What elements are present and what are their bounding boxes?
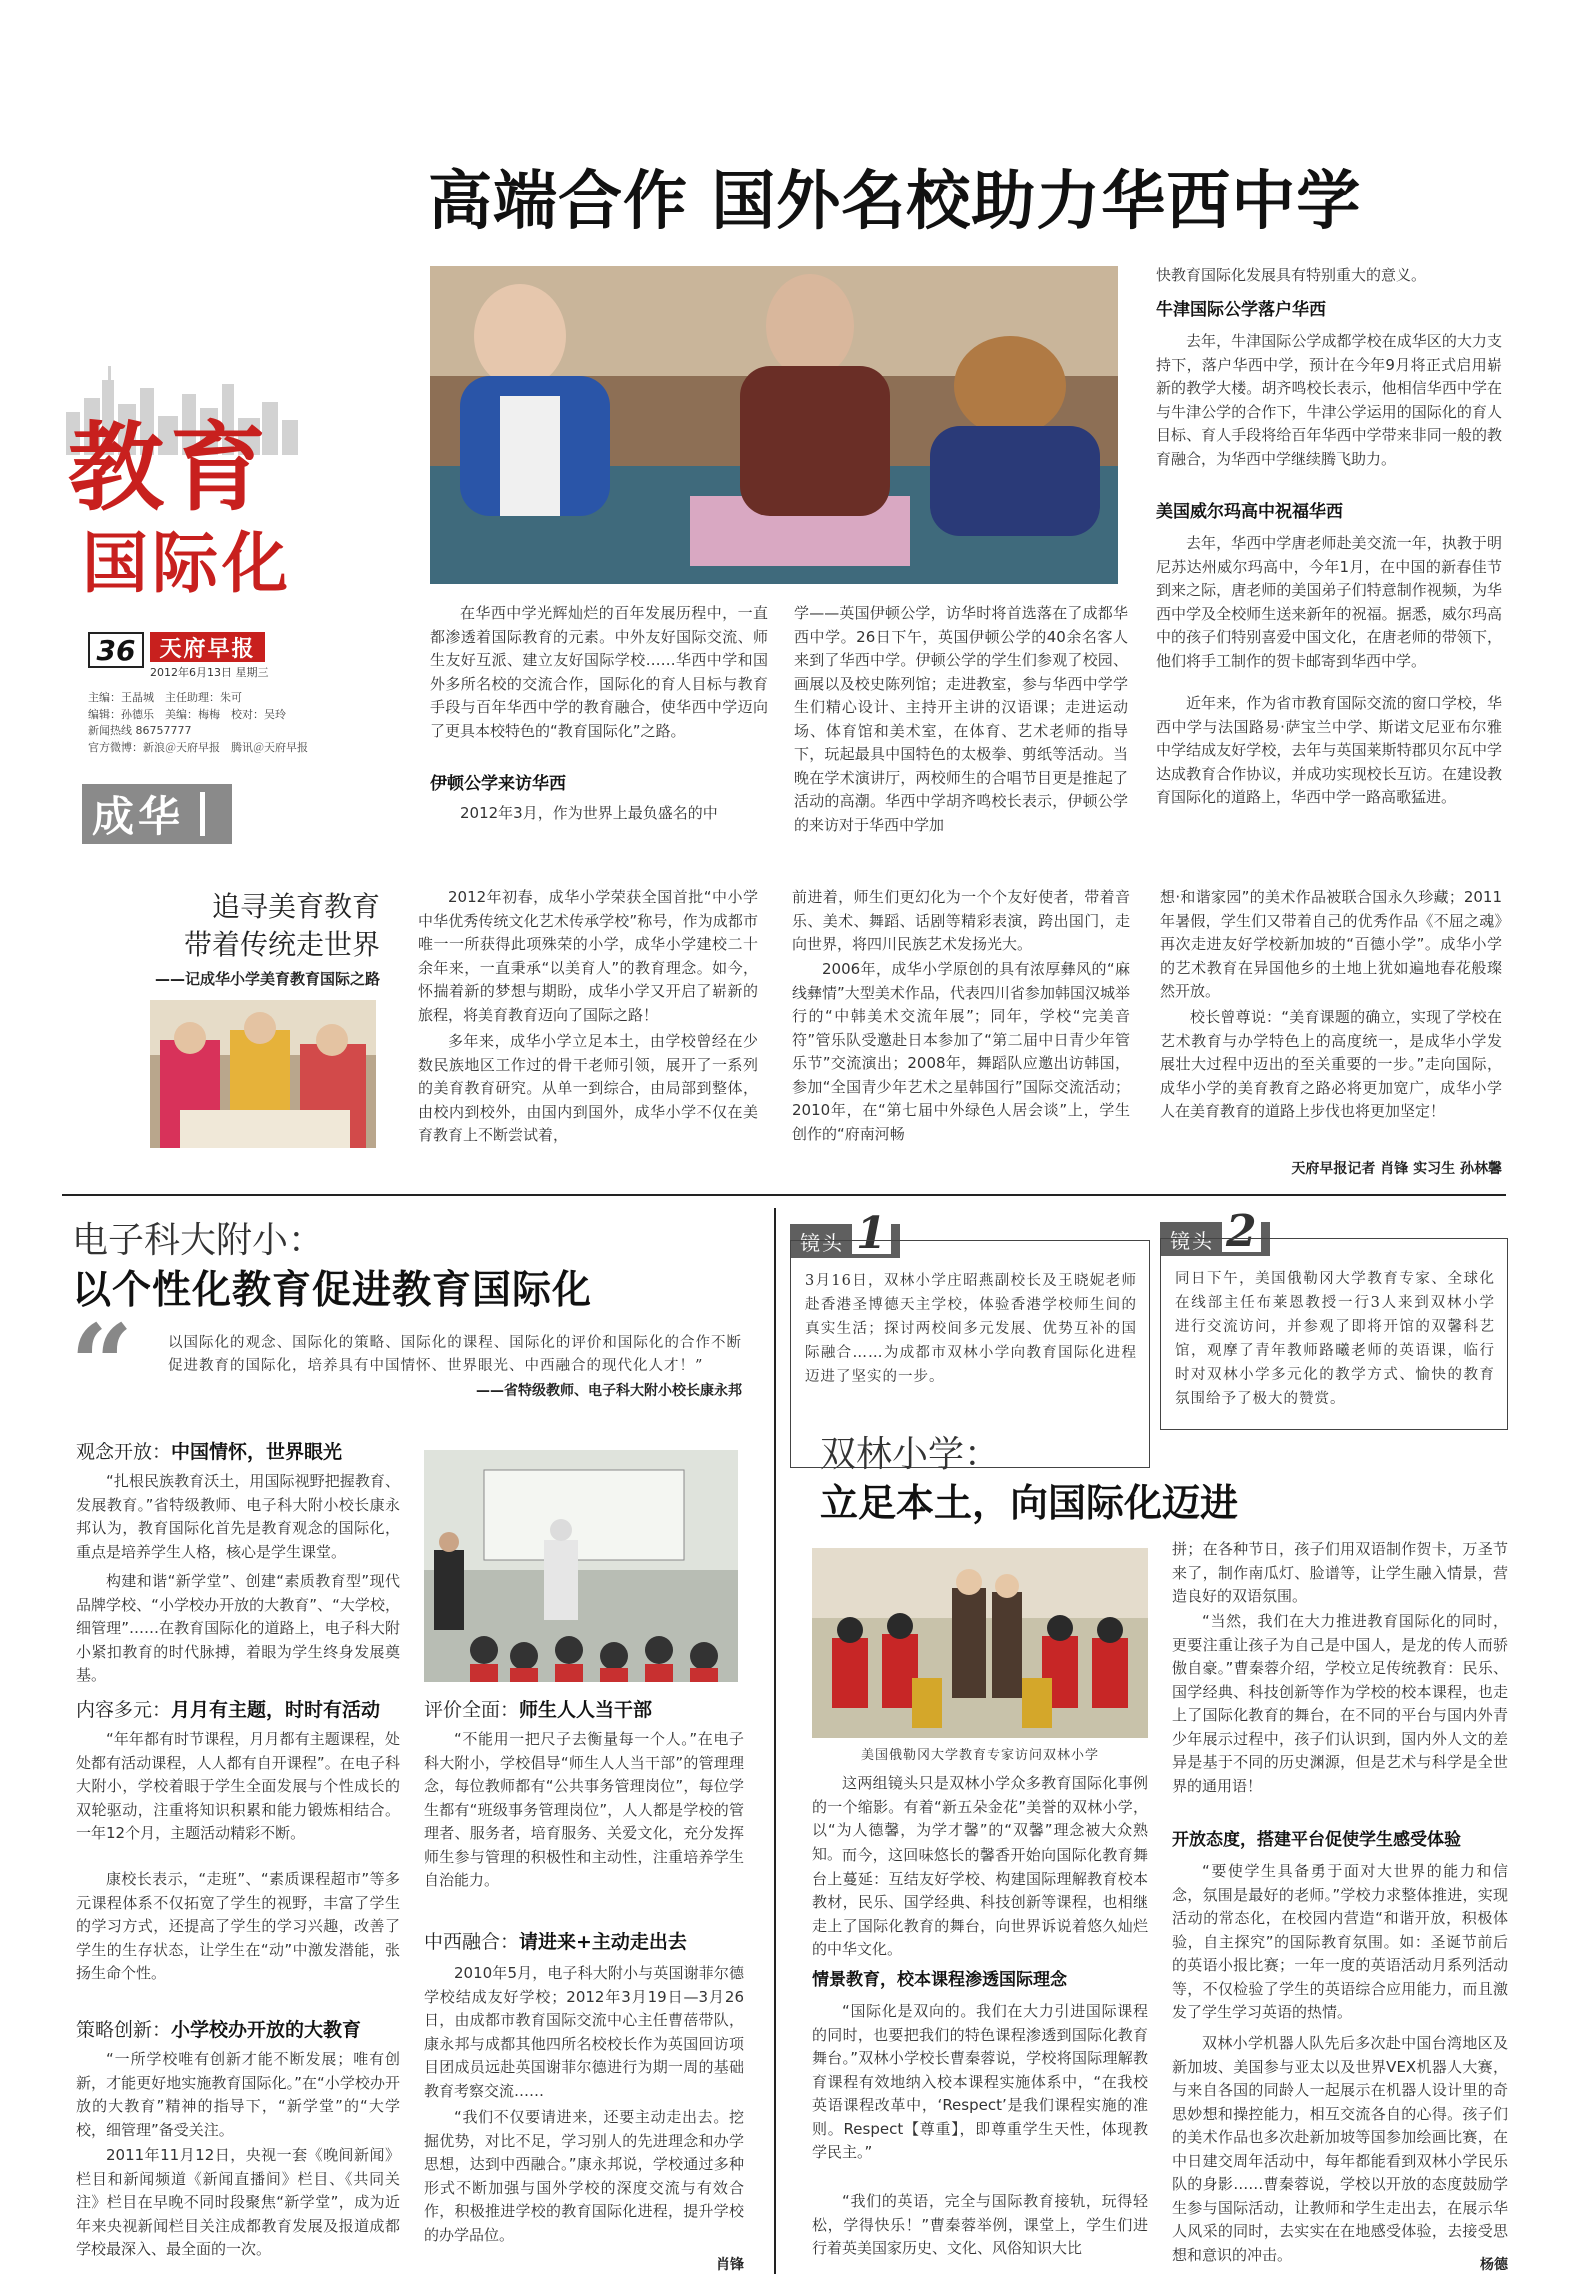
uestc-paragraph: 2011年11月12日，央视一套《晚间新闻》栏目和新闻频道《新闻直播间》栏目、《共同关注》栏目在早晚不同时段聚焦“新学堂”，成为近年来央视新闻栏目关注成都教育发展及报道成都学校最深入、最全面的一次。 <box>76 2146 400 2258</box>
uestc-headline-line1: 电子科大附小： <box>72 1220 325 1261</box>
main-article-paragraph: 学——英国伊顿公学，访华时将首选落在了成都华西中学。26日下午，英国伊顿公学的40余名客人来到了华西中学。伊顿公学的学生们参观了校园、画展以及校史陈列馆；走进教室，参与华西中学学生们精心设计、主持开主讲的汉语课；走进运动场、体育馆和美术室，在体育、艺术老师的指导下，玩起最具中国特色的太极拳、剪纸等活动。当晚在学术演讲厅，两校师生的合唱节目更是推起了活动的高潮。华西中学胡齐鸣校长表示，伊顿公学的来访对于华西中学加 <box>794 604 1128 834</box>
uestc-subheading <box>76 1698 426 1722</box>
uestc-quote-attribution: ——省特级教师、电子科大附小校长康永邦 <box>476 1383 742 1399</box>
chenghua-paragraph: 校长曾尊说：“美育课题的确立，实现了学校在艺术教育与办学特色上的高度统一，是成华小学发展壮大过程中迈出的至关重要的一步。”走向国际，成华小学的美育教育之路必将更加宽广，成华小学人在美育教育的道路上步伐也将更加坚定！ <box>1160 1008 1502 1120</box>
paper-name: 天府早报 <box>159 636 256 662</box>
issue-date: 2012年6月13日 星期三 <box>150 666 269 679</box>
uestc-paragraph: 构建和谐“新学堂”、创建“素质教育型”现代品牌学校、“小学校办开放的大教育”、“大学校，细管理”……在教育国际化的道路上，电子科大附小紧扣教育的时代脉搏，着眼为学生终身发展奠基。 <box>76 1572 400 1684</box>
uestc-subheading <box>424 1930 754 1954</box>
main-headline: 高端合作 国外名校助力华西中学 <box>428 165 1362 239</box>
lens2-box: 同日下午，美国俄勒冈大学教育专家、全球化在线部主任布莱恩教授一行3人来到双林小学进行交流访问，并参观了即将开馆的双馨科艺馆，观摩了青年教师路曦老师的英语课，临行时对双林小学多元化的教学方式、愉快的教育氛围给予了极大的赞赏。 <box>1160 1238 1508 1430</box>
section-title-line2: 国际化 <box>82 524 292 602</box>
chenghua-paragraph: 2006年，成华小学原创的具有浓厚彝风的“麻线彝情”大型美术作品，代表四川省参加韩国汉城举行的“中韩美术交流年展”；同年，学校“完美音符”管乐队受邀赴日本参加了“第二届中日青少年管乐节”交流演出；2008年，舞蹈队应邀出访韩国，参加“全国青少年艺术之星韩国行”国际交流活动；2010年，在“第七届中外绿色人居会谈”上，学生创作的“府南河畅 <box>792 960 1130 1143</box>
shuanglin-paragraph: 双林小学机器人队先后多次赴中国台湾地区及新加坡、美国参与亚太以及世界VEX机器人大赛，与来自各国的同龄人一起展示在机器人设计里的奇思妙想和操控能力，相互交流各自的心得。孩子们的美术作品也多次赴新加坡等国参加绘画比赛，在中日建交周年活动中，每年都能看到双林小学民乐队的身影……曹秦蓉说，学校以开放的态度鼓励学生参与国际活动，让教师和学生走出去，在展示华人风采的同时，去实实在在地感受体验，去接受思想和意识的冲击。 <box>1172 2034 1508 2264</box>
lens1-label: 镜头 <box>800 1230 844 1255</box>
section-title <box>68 411 328 602</box>
main-article-paragraph: 2012年3月，作为世界上最负盛名的中 <box>460 804 718 822</box>
uestc-headline-line2: 以个性化教育促进教育国际化 <box>72 1267 593 1313</box>
subheading-text: 月月有主题，时时有活动 <box>171 1699 381 1721</box>
main-article-paragraph: 去年，牛津国际公学成都学校在成华区的大力支持下，落户华西中学，预计在今年9月将正式启用崭新的教学大楼。胡齐鸣校长表示，他相信华西中学在与牛津公学的合作下，牛津公学运用的国际化的育人目标、育人手段将给百年华西中学带来非同一般的教育融合，为华西中学继续腾飞助力。 <box>1156 332 1502 468</box>
uestc-paragraph: “年年都有时节课程，月月都有主题课程，处处都有活动课程，人人都有自开课程”。在电子科大附小，学校着眼于学生全面发展与个性成长的双轮驱动，注重将知识积累和能力锻炼相结合。一年12个月，主题活动精彩不断。 <box>76 1730 400 1842</box>
uestc-quote: 以国际化的观念、国际化的策略、国际化的课程、国际化的评价和国际化的合作不断促进教育的国际化，培养具有中国情怀、世界眼光、中西融合的现代化人才！” <box>168 1335 742 1374</box>
staff-line: 新闻热线 86757777 <box>88 724 192 737</box>
shuanglin-paragraph: “我们的英语，完全与国际教育接轨，玩得轻松，学得快乐！”曹秦蓉举例，课堂上，学生们进行着英美国家历史、文化、风俗知识大比 <box>812 2192 1148 2257</box>
shuanglin-photo-caption: 美国俄勒冈大学教育专家访问双林小学 <box>860 1748 1099 1763</box>
uestc-paragraph: “扎根民族教育沃土，用国际视野把握教育、发展教育。”省特级教师、电子科大附小校长康永邦认为，教育国际化首先是教育观念的国际化，重点是培养学生人格，核心是学生课堂。 <box>76 1472 400 1561</box>
uestc-byline: 肖锋 <box>716 2257 744 2273</box>
uestc-subheading <box>76 1440 426 1464</box>
main-article-paragraph: 快教育国际化发展具有特别重大的意义。 <box>1156 266 1427 284</box>
chenghua-headline <box>100 888 380 964</box>
shuanglin-byline: 杨德 <box>1480 2257 1508 2273</box>
shuanglin-headline-line1: 双林小学： <box>820 1434 1001 1475</box>
main-article-paragraph: 去年，华西中学唐老师赴美交流一年，执教于明尼苏达州威尔玛高中，今年1月，在中国的新春佳节到来之际，唐老师的美国弟子们特意制作视频，为华西中学及全校师生送来新年的祝福。据悉，威尔玛高中的孩子们特别喜爱中国文化，在唐老师的带领下，他们将手工制作的贺卡邮寄到华西中学。 <box>1156 534 1502 670</box>
chenghua-title-line2: 带着传统走世界 <box>183 928 380 961</box>
subheading-prefix: 评价全面： <box>424 1699 520 1721</box>
subheading-text: 师生人人当干部 <box>519 1699 653 1721</box>
paper-logo <box>150 632 265 662</box>
shuanglin-paragraph: “要使学生具备勇于面对大世界的能力和信念，氛围是最好的老师。”学校力求整体推进，实现活动的常态化，在校园内营造“和谐开放，积极体验，自主探究”的国际教育氛围。如：圣诞节前后的英语小报比赛；一年一度的英语活动月系列活动等，不仅检验了学生的英语综合应用能力，而且激发了学生学习英语的热情。 <box>1172 1862 1508 2021</box>
shuanglin-headline <box>820 1432 1510 1528</box>
column-divider <box>774 1208 776 2274</box>
uestc-headline <box>72 1218 772 1316</box>
main-article-paragraph: 在华西中学光辉灿烂的百年发展历程中，一直都渗透着国际教育的元素。中外友好国际交流、师生友好互派、建立友好国际学校……华西中学和国外多所名校的交流合作，国际化的育人目标与教育手段与百年华西中学的教育融合，使华西中学迈向了更具本校特色的“教育国际化”之路。 <box>430 604 768 740</box>
chenghua-paragraph: 想·和谐家园”的美术作品被联合国永久珍藏；2011年暑假，学生们又带着自己的优秀作品《不屈之魂》再次走进友好学校新加坡的“百德小学”。成华小学的艺术教育在异国他乡的土地上犹如遍地春花般璨然开放。 <box>1160 888 1502 1000</box>
uestc-paragraph: “我们不仅要请进来，还要主动走出去。挖掘优势，对比不足，学习别人的先进理念和办学思想，达到中西融合。”康永邦说，学校通过多种形式不断加强与国外学校的深度交流与有效合作，积极推进学校的教育国际化进程，提升学校的办学品位。 <box>424 2108 744 2244</box>
subheading-text: 中国情怀，世界眼光 <box>171 1441 343 1463</box>
shuanglin-photo <box>812 1548 1148 1738</box>
uestc-paragraph: 2010年5月，电子科大附小与英国谢菲尔德学校结成友好学校；2012年3月19日—3月26日，由成都市教育国际交流中心主任曹蓓带队，康永邦与成都其他四所名校校长作为英国回访项目团成员远赴英国谢菲尔德进行为期一周的基础教育考察交流…… <box>424 1964 744 2100</box>
chenghua-subtitle: ——记成华小学美育教育国际之路 <box>154 970 380 988</box>
shuanglin-headline-line2: 立足本土，向国际化迈进 <box>820 1480 1239 1525</box>
subheading-eton: 伊顿公学来访华西 <box>430 774 566 794</box>
main-article-paragraph: 近年来，作为省市教育国际交流的窗口学校，华西中学与法国路易·萨宝兰中学、斯诺文尼亚布尔雅中学结成友好学校，去年与英国莱斯特郡贝尔瓦中学达成教育合作协议，并成功实现校长互访。在建设教育国际化的道路上，华西中学一路高歌猛进。 <box>1156 694 1502 806</box>
lens2-label: 镜头 <box>1170 1228 1214 1253</box>
uestc-subheading <box>76 2018 426 2042</box>
chenghua-tag-label: 成华 <box>92 792 185 841</box>
chenghua-paragraph: 多年来，成华小学立足本土，由学校曾经在少数民族地区工作过的骨干老师引领，展开了一系列的美育教育研究。从单一到综合，由局部到整体，由校内到校外，由国内到国外，成华小学不仅在美育教育上不断尝试着， <box>418 1032 758 1144</box>
lens1-number: 1 <box>852 1214 891 1254</box>
subheading-prefix: 中西融合： <box>424 1931 520 1953</box>
subheading-text: 请进来+主动走出去 <box>519 1931 687 1953</box>
shuanglin-subheading: 情景教育，校本课程渗透国际理念 <box>812 1970 1067 1990</box>
subheading-prefix: 策略创新： <box>76 2019 172 2041</box>
chenghua-paragraph: 前进着，师生们更幻化为一个个友好使者，带着音乐、美术、舞蹈、话剧等精彩表演，跨出国门，走向世界，将四川民族艺术发扬光大。 <box>792 888 1130 953</box>
shuanglin-subheading: 开放态度，搭建平台促使学生感受体验 <box>1172 1830 1461 1850</box>
tag-bar <box>200 792 205 836</box>
chenghua-title-line1: 追寻美育教育 <box>211 890 380 923</box>
chenghua-tag <box>82 784 232 844</box>
section-divider <box>62 1194 1506 1196</box>
shuanglin-paragraph: 这两组镜头只是双林小学众多教育国际化事例的一个缩影。有着“新五朵金花”美誉的双林小学，以“为人德馨，为学才馨”的“双馨”理念被大众熟知。 <box>812 1774 1148 1863</box>
shuanglin-paragraph: 拼；在各种节日，孩子们用双语制作贺卡，万圣节来了，制作南瓜灯、脸谱等，让学生融入情景，营造良好的双语氛围。 <box>1172 1540 1508 1605</box>
chenghua-photo <box>150 1000 376 1148</box>
subheading-text: 小学校办开放的大教育 <box>171 2019 362 2041</box>
uestc-paragraph: “不能用一把尺子去衡量每一个人。”在电子科大附小，学校倡导“师生人人当干部”的管理理念，每位教师都有“公共事务管理岗位”，每位学生都有“班级事务管理岗位”，人人都是学校的管理者、服务者，培育服务、关爱文化，充分发挥师生参与管理的积极性和主动性，注重培养学生自治能力。 <box>424 1730 744 1889</box>
uestc-subheading <box>424 1698 754 1722</box>
uestc-paragraph: 康校长表示，“走班”、“素质课程超市”等多元课程体系不仅拓宽了学生的视野，丰富了学生的学习方式，还提高了学生的学习兴趣，改善了学生的生存状态，让学生在“动”中激发潜能，张扬生命个性。 <box>76 1870 400 1982</box>
shuanglin-paragraph: 而今，这回味悠长的馨香开始向国际化教育舞台上蔓延：互结友好学校、构建国际理解教育校本教材，民乐、国学经典、科技创新等课程，也相继走上了国际化教育的舞台，向世界诉说着悠久灿烂的中华文化。 <box>812 1846 1148 1958</box>
staff-credits <box>88 690 348 756</box>
staff-line: 主编：王晶城 主任助理：朱可 <box>88 691 242 704</box>
shuanglin-paragraph: “当然，我们在大力推进教育国际化的同时，更要注重让孩子为自己是中国人，是龙的传人而骄傲自豪。”曹秦蓉介绍，学校立足传统教育：民乐、国学经典、科技创新等作为学校的校本课程，也走上了国际化教育的舞台，在不同的平台与国内外青少年展示过程中，孩子们认识到，国内外人文的差异是基于不同的历史渊源，但是艺术与科学是全世界的通用语！ <box>1172 1612 1508 1795</box>
subheading-prefix: 观念开放： <box>76 1441 172 1463</box>
section-title-line1: 教育 <box>68 411 272 524</box>
shuanglin-paragraph: “国际化是双向的。我们在大力引进国际课程的同时，也要把我们的特色课程渗透到国际化教育舞台。”双林小学校长曹秦蓉说，学校将国际理解教育课程有效地纳入校本课程实施体系中，“在我校英语课程改革中，‘Respect’是我们课程实施的准则。Respect【尊重】，即尊重学生天性，体现教学民主。” <box>812 2002 1148 2161</box>
staff-line: 官方微博：新浪＠天府早报 腾讯＠天府早报 <box>88 740 308 754</box>
main-article-photo <box>430 266 1118 584</box>
subheading-oxford: 牛津国际公学落户华西 <box>1156 300 1326 320</box>
page-number: 36 <box>96 633 136 667</box>
subheading-prefix: 内容多元： <box>76 1699 172 1721</box>
uestc-classroom-photo <box>424 1450 738 1682</box>
subheading-willmar: 美国威尔玛高中祝福华西 <box>1156 502 1343 522</box>
chenghua-paragraph: 2012年初春，成华小学荣获全国首批“中小学中华优秀传统文化艺术传承学校”称号，作为成都市唯一一所获得此项殊荣的小学，成华小学建校二十余年来，一直秉承“以美育人”的教育理念。如今，怀揣着新的梦想与期盼，成华小学又开启了崭新的旅程，将美育教育迈向了国际之路！ <box>418 888 758 1024</box>
uestc-paragraph: “一所学校唯有创新才能不断发展；唯有创新，才能更好地实施教育国际化。”在“小学校办开放的大教育”精神的指导下，“新学堂”的“大学校，细管理”备受关注。 <box>76 2050 400 2139</box>
staff-line: 编辑：孙德乐 美编：梅梅 校对：吴玲 <box>88 707 286 721</box>
chenghua-byline: 天府早报记者 肖锋 实习生 孙林馨 <box>1291 1161 1502 1177</box>
quote-mark: “ <box>70 1300 134 1429</box>
lens1-box: 3月16日，双林小学庄昭燕副校长及王晓妮老师赴香港圣博德天主学校，体验香港学校师生间的真实生活；探讨两校间多元发展、优势互补的国际融合……为成都市双林小学向教育国际化进程迈进了坚实的一步。 <box>790 1240 1150 1468</box>
lens2-number: 2 <box>1222 1212 1261 1252</box>
page-number-box <box>88 632 144 668</box>
